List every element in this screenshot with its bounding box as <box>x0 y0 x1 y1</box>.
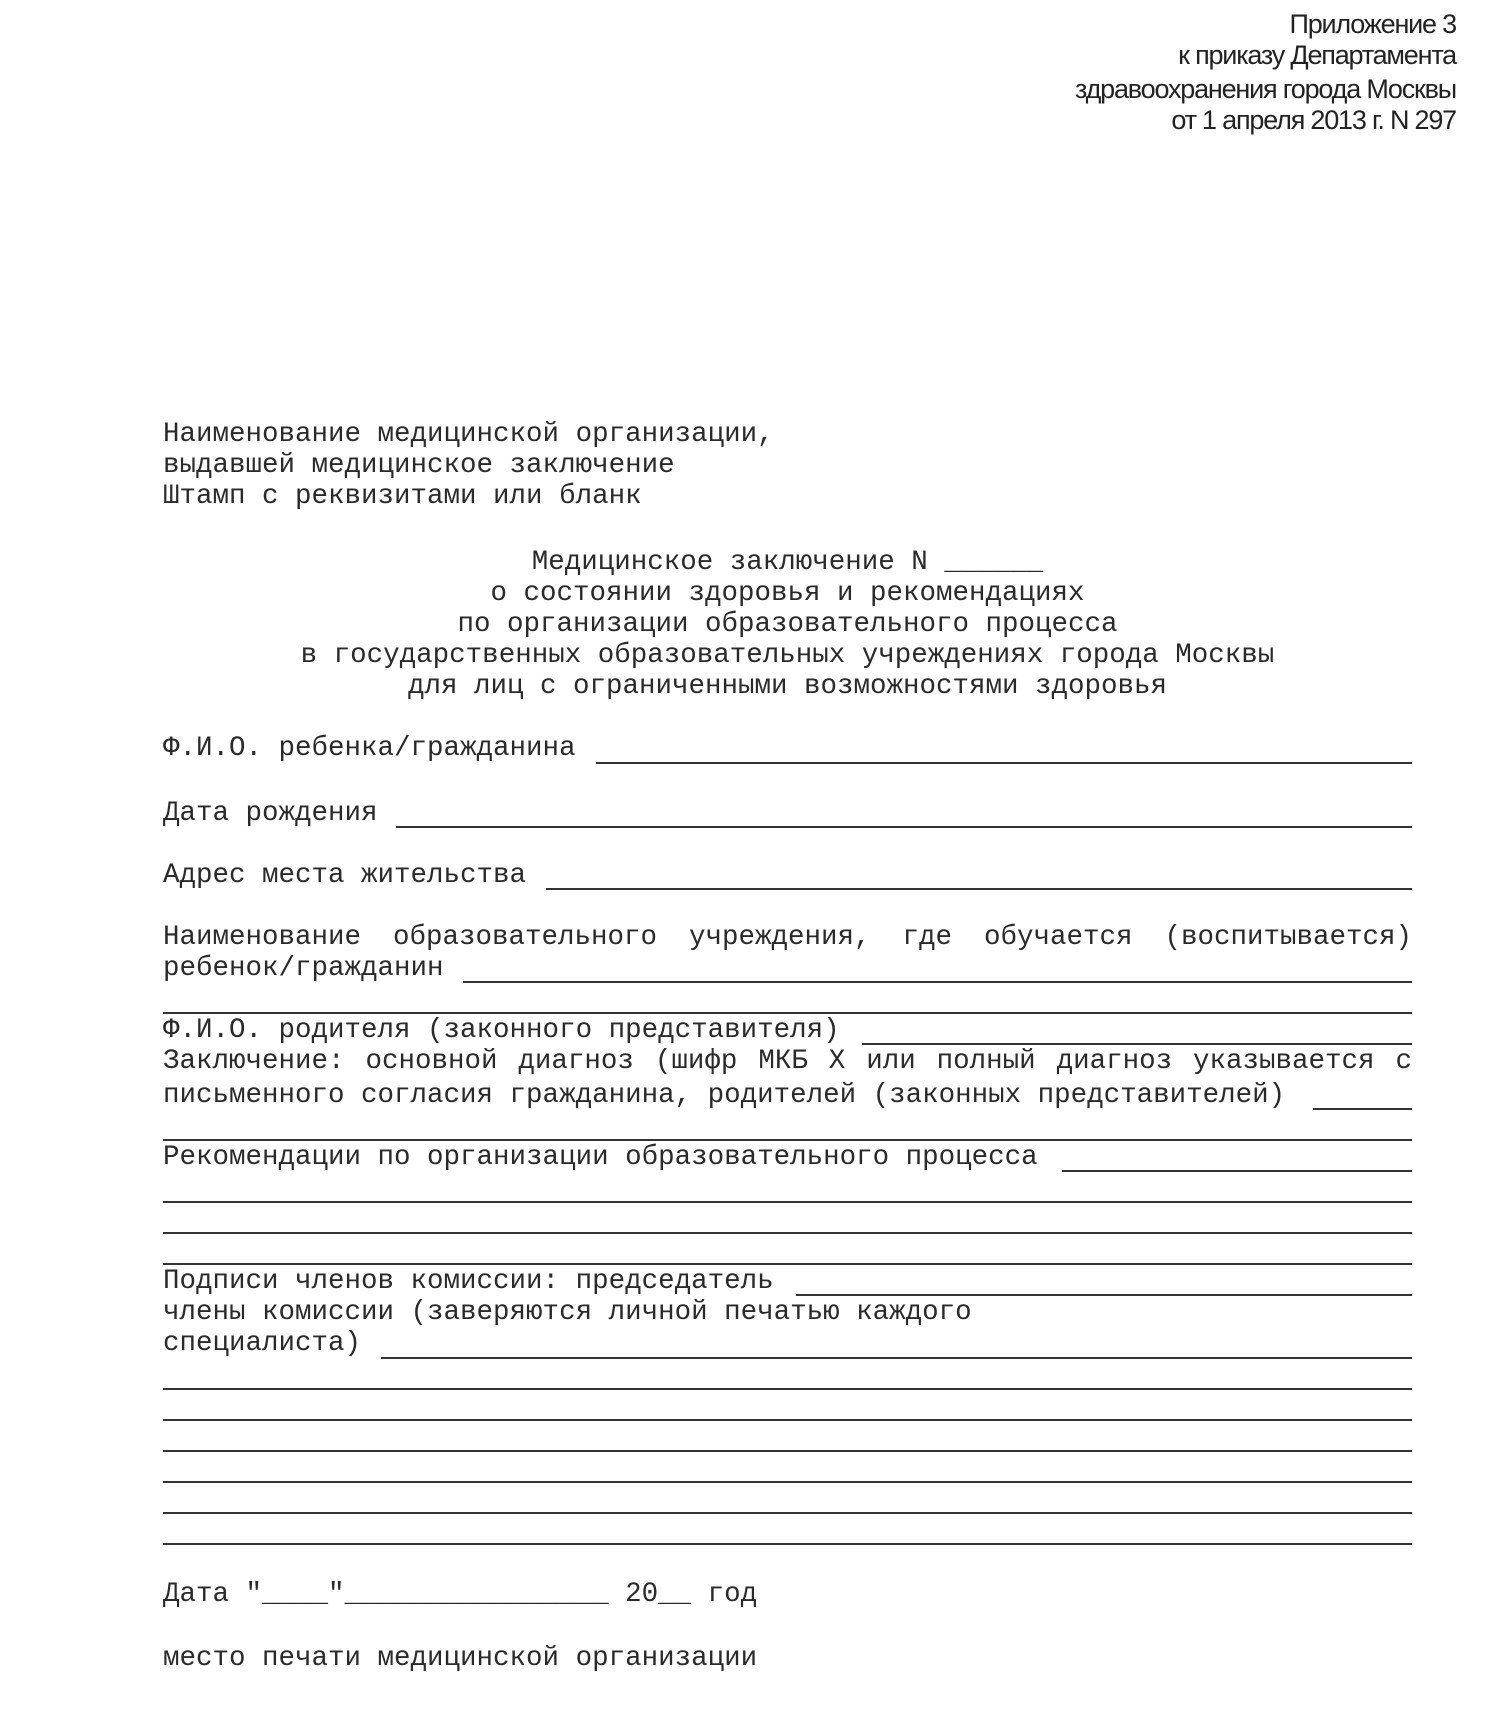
members-signature-field-extra[interactable] <box>163 1419 1412 1421</box>
recommendations-field-extra[interactable] <box>163 1232 1412 1234</box>
members-label-cont: специалиста) <box>163 1328 362 1359</box>
date-line[interactable]: Дата "____"________________ 20__ год <box>163 1579 758 1610</box>
members-signature-field-extra[interactable] <box>163 1481 1412 1483</box>
parent-field[interactable] <box>862 1043 1412 1045</box>
fio-label: Ф.И.О. ребенка/гражданина <box>163 733 576 764</box>
stamp-line: Наименование медицинской организации, <box>163 419 774 450</box>
institution-field[interactable] <box>463 981 1412 983</box>
conclusion-label-cont: письменного согласия гражданина, родителей (законных представителей) <box>163 1080 1286 1111</box>
members-signature-field-extra[interactable] <box>163 1450 1412 1452</box>
title-line: Медицинское заключение N ______ <box>531 547 1044 578</box>
members-signature-field-extra[interactable] <box>163 1512 1412 1514</box>
institution-label: Наименование образовательного учреждения, где обучается (воспитывается) <box>163 922 1412 953</box>
members-signature-field[interactable] <box>381 1357 1412 1359</box>
title-line: для лиц с ограниченными возможностями здоровья <box>407 671 1168 702</box>
birth-date-field[interactable] <box>396 826 1412 828</box>
members-signature-field-extra[interactable] <box>163 1388 1412 1390</box>
recommendations-label: Рекомендации по организации образовательного процесса <box>163 1142 1038 1173</box>
stamp-line: выдавшей медицинское заключение <box>163 450 675 481</box>
conclusion-field-extra[interactable] <box>163 1139 1412 1141</box>
institution-label-cont: ребенок/гражданин <box>163 953 444 984</box>
fio-field[interactable] <box>596 762 1412 764</box>
header-line: здравоохранения города Москвы <box>1075 74 1456 104</box>
header-line: к приказу Департамента <box>1178 40 1456 70</box>
address-field[interactable] <box>546 888 1412 890</box>
members-signature-field-extra[interactable] <box>163 1543 1412 1545</box>
chairman-signature-field[interactable] <box>796 1294 1412 1296</box>
title-line: по организации образовательного процесса <box>457 609 1118 640</box>
signatures-label: Подписи членов комиссии: председатель <box>163 1266 774 1297</box>
stamp-line: Штамп с реквизитами или бланк <box>163 481 642 512</box>
birth-date-label: Дата рождения <box>163 798 378 829</box>
conclusion-field[interactable] <box>1313 1108 1412 1110</box>
parent-label: Ф.И.О. родителя (законного представителя) <box>163 1015 840 1046</box>
header-line: Приложение 3 <box>1289 9 1456 39</box>
conclusion-label: Заключение: основной диагноз (шифр МКБ X или полный диагноз указывается с <box>163 1046 1412 1077</box>
title-line: в государственных образовательных учреждениях города Москвы <box>300 640 1275 671</box>
address-label: Адрес места жительства <box>163 860 527 891</box>
recommendations-field-extra[interactable] <box>163 1201 1412 1203</box>
recommendations-field-extra[interactable] <box>163 1263 1412 1265</box>
seal-label: место печати медицинской организации <box>163 1643 758 1674</box>
recommendations-field[interactable] <box>1062 1170 1412 1172</box>
title-line: о состоянии здоровья и рекомендациях <box>490 578 1085 609</box>
header-line: от 1 апреля 2013 г. N 297 <box>1171 105 1456 135</box>
institution-field-extra[interactable] <box>163 1012 1412 1014</box>
members-label: члены комиссии (заверяются личной печатью каждого <box>163 1297 972 1328</box>
